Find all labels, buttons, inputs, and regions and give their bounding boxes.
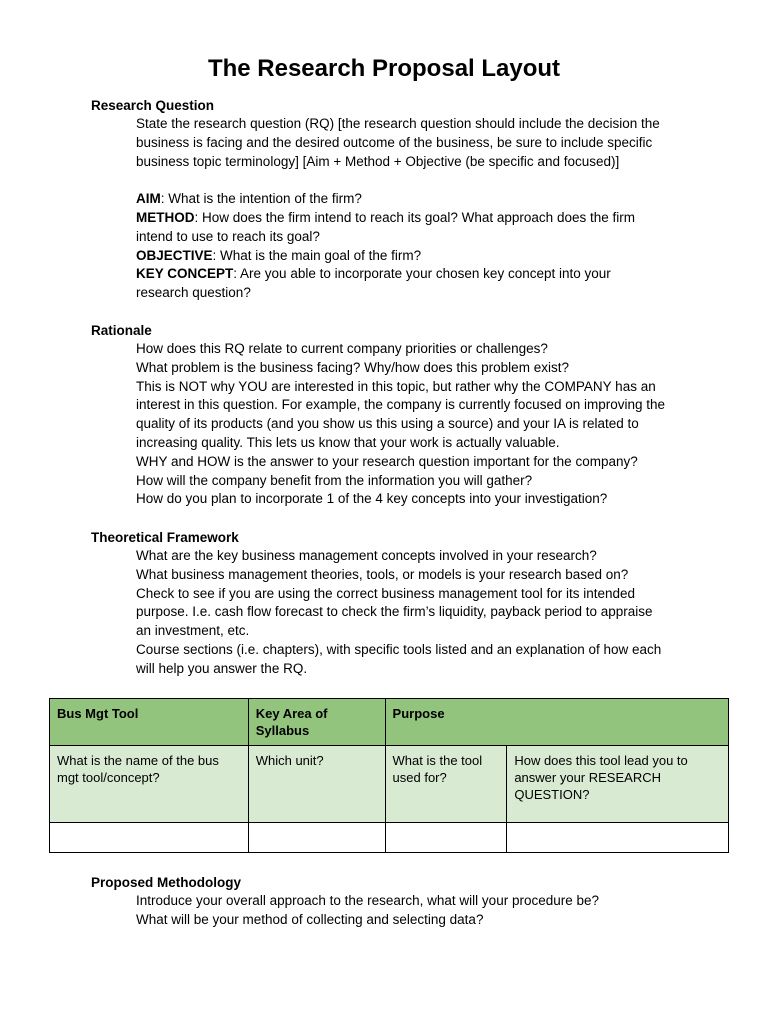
header-key-area [248,699,385,746]
text-line: State the research question (RQ) [the research question should include the decision the [136,116,660,131]
text-line: This is NOT why YOU are interested in this topic, but rather why the COMPANY has an [136,378,656,394]
cell-unit-description: Which unit? [248,746,385,823]
heading-theoretical-framework: Theoretical Framework [91,530,239,545]
bus-mgt-tool-table [49,698,729,853]
text-line: What will be your method of collecting and selecting data? [136,911,484,927]
text-line: quality of its products (and you show us this using a source) and your IA is related to [136,416,639,432]
table-row [50,823,729,853]
theoretical-framework-body [136,547,696,679]
heading-rationale: Rationale [91,323,152,338]
key-concept-line [136,265,696,284]
text-line: increasing quality. This lets us know that your work is actually valuable. [136,434,560,450]
page-title: The Research Proposal Layout [207,55,561,82]
text-line: What problem is the business facing? Why/how does this problem exist? [136,359,569,375]
objective-text: : What is the main goal of the firm? [212,247,422,263]
aim-text: : What is the intention of the firm? [160,191,362,207]
empty-cell [50,823,249,853]
header-key-area-line-2: Syllabus [255,723,310,738]
objective-line [136,247,696,266]
text-line: WHY and HOW is the answer to your research question important for the company? [136,453,638,469]
table-header-row [50,699,729,746]
text-line: What are the key business management concepts involved in your research? [136,548,597,563]
objective-label: OBJECTIVE [136,247,213,263]
text-line: will help you answer the RQ. [136,660,308,676]
header-bus-mgt-tool: Bus Mgt Tool [50,699,249,746]
cell-used-for-description: What is the tool used for? [385,746,507,823]
empty-cell [385,823,507,853]
text-line: business topic terminology] [Aim + Method + Objective (be specific and focused)] [136,153,620,169]
text-line: Introduce your overall approach to the research, what will your procedure be? [136,893,600,908]
research-question-body [136,115,696,303]
text-line: an investment, etc. [136,623,250,639]
table-row [50,746,729,823]
text-line: What business management theories, tools, or models is your research based on? [136,566,629,582]
text-line: Check to see if you are using the correct business management tool for its intended [136,585,636,601]
aim-label: AIM [136,191,161,207]
text-line: How does this RQ relate to current company priorities or challenges? [136,341,548,356]
method-label: METHOD [136,209,195,225]
section-research-question [91,96,691,303]
header-key-area-line-1: Key Area of [255,706,328,721]
section-theoretical-framework [91,528,691,679]
cell-answer-description: How does this tool lead you to answer your RESEARCH QUESTION? [507,746,729,823]
rationale-body [136,340,696,509]
text-line: research question? [136,285,251,301]
cell-tool-description: What is the name of the bus mgt tool/concept? [50,746,249,823]
key-concept-label: KEY CONCEPT [136,266,234,282]
heading-proposed-methodology: Proposed Methodology [91,875,241,890]
text-line: interest in this question. For example, the company is currently focused on improving the [136,397,666,413]
text-line: Course sections (i.e. chapters), with specific tools listed and an explanation of how each [136,641,662,657]
empty-cell [248,823,385,853]
text-line: purpose. I.e. cash flow forecast to check the firm’s liquidity, payback period to appraise [136,604,653,620]
text-line: How do you plan to incorporate 1 of the 4 key concepts into your investigation? [136,491,608,507]
aim-line [136,190,696,209]
proposed-methodology-body [136,892,696,930]
section-rationale [91,321,691,509]
text-line: How will the company benefit from the information you will gather? [136,472,533,488]
key-concept-text: : Are you able to incorporate your chosen key concept into your [233,266,611,282]
empty-cell [507,823,729,853]
method-text: : How does the firm intend to reach its goal? What approach does the firm [194,209,635,225]
header-purpose: Purpose [385,699,728,746]
method-line [136,209,696,228]
section-proposed-methodology [91,873,691,930]
text-line: business is facing and the desired outcome of the business, be sure to include specific [136,134,653,150]
heading-research-question: Research Question [91,98,215,113]
text-line: intend to use to reach its goal? [136,228,320,244]
